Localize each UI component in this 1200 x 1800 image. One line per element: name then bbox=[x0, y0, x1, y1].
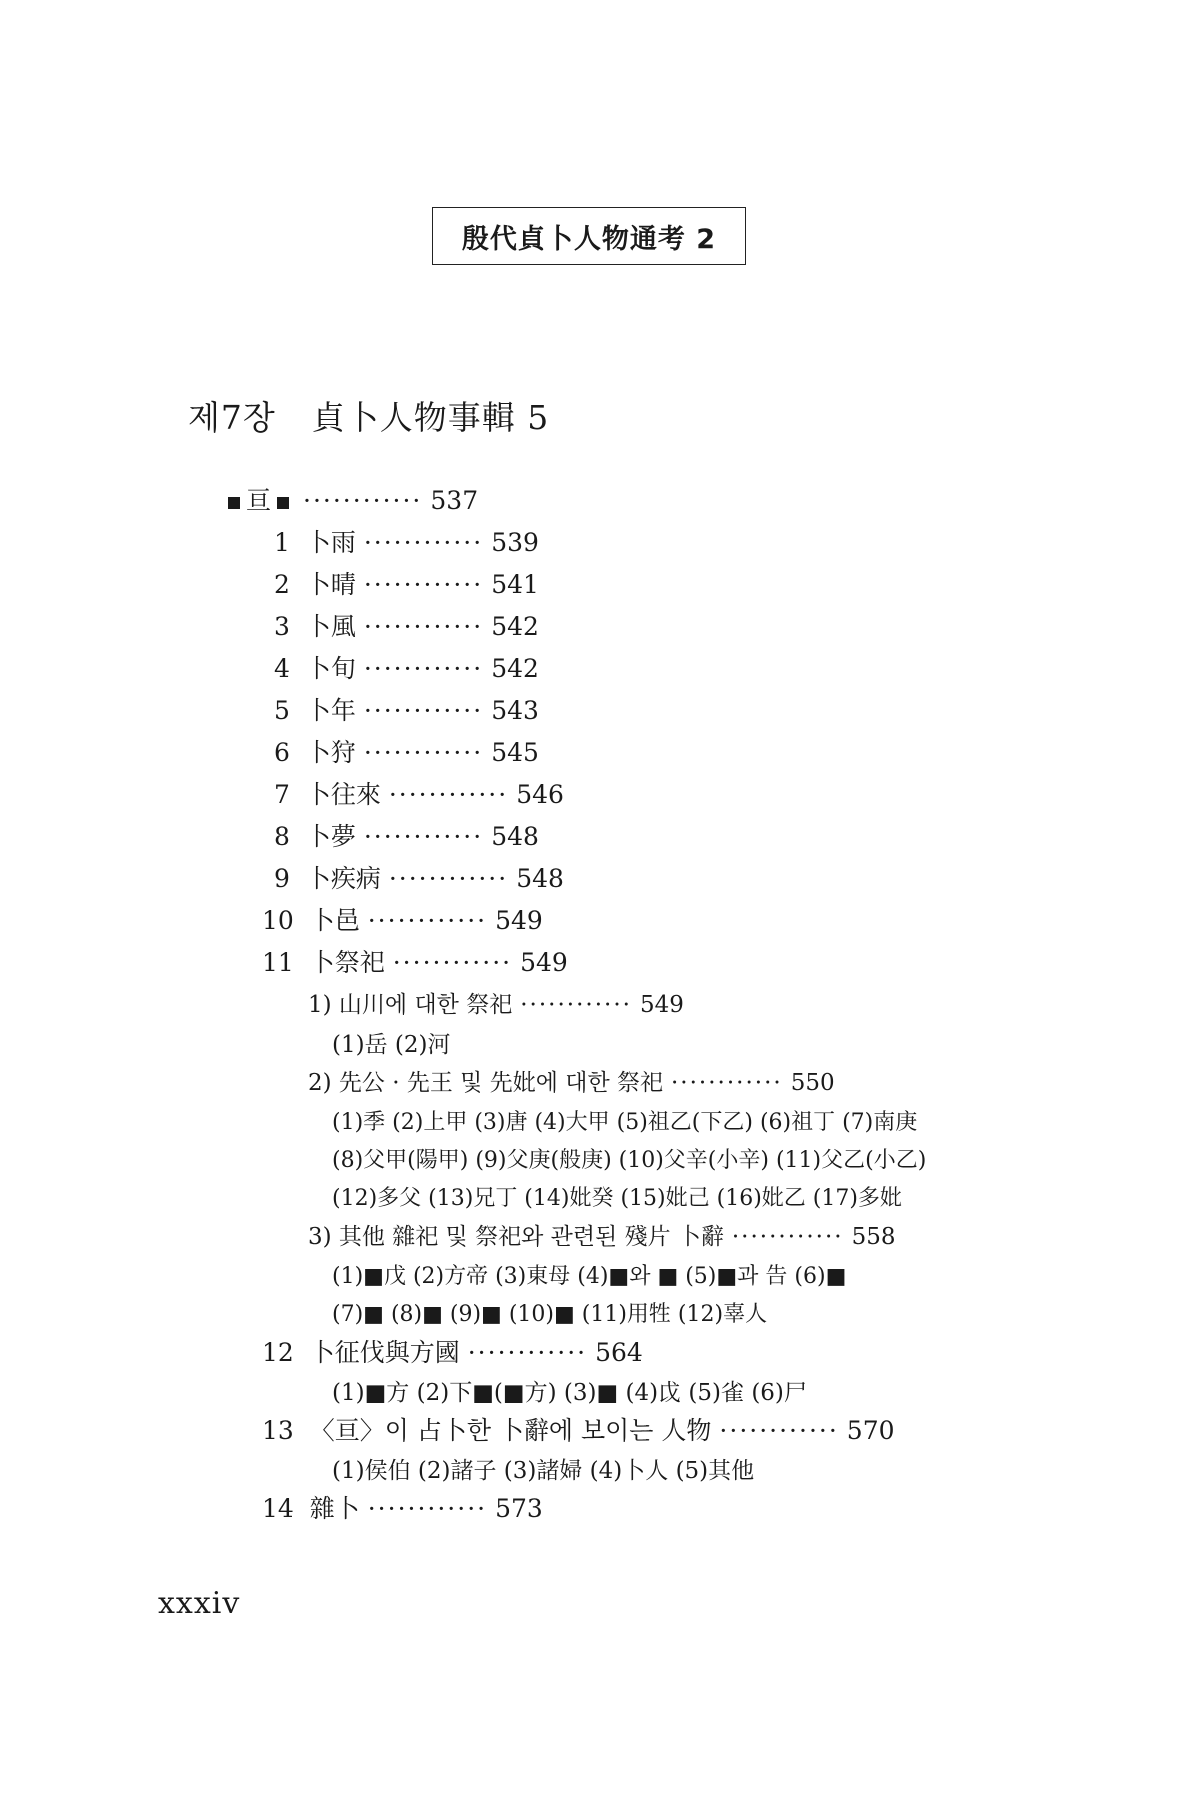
toc-entry bbox=[262, 948, 568, 978]
dot-leader: ············ bbox=[388, 780, 509, 809]
entry-title: 〈亘〉이 占卜한 卜辭에 보이는 人物 bbox=[309, 1416, 712, 1445]
toc-subitems bbox=[332, 1030, 450, 1060]
entry-title: 卜祭祀 bbox=[309, 948, 385, 977]
entry-number: 10 bbox=[262, 906, 294, 935]
toc-subitems bbox=[332, 1108, 917, 1138]
page-folio: xxxiv bbox=[158, 1586, 241, 1621]
subentry-title: 3) 其他 雜祀 및 祭祀와 관련된 殘片 卜辭 bbox=[308, 1224, 724, 1250]
series-title: 殷代貞卜人物通考 2 bbox=[461, 223, 717, 255]
section-name: 亘 bbox=[246, 486, 272, 515]
page-number: 542 bbox=[491, 654, 539, 683]
dot-leader: ············ bbox=[303, 486, 423, 515]
subitem-list: (1)岳 (2)河 bbox=[332, 1032, 451, 1058]
toc-subentry bbox=[308, 1068, 835, 1098]
entry-number: 3 bbox=[274, 612, 290, 641]
toc-subitems bbox=[332, 1378, 807, 1408]
toc-entry bbox=[274, 738, 539, 768]
entry-number: 7 bbox=[274, 780, 290, 809]
toc-subitems bbox=[332, 1300, 767, 1330]
dot-leader: ············ bbox=[363, 570, 484, 599]
entry-number: 11 bbox=[262, 948, 294, 977]
dot-leader: ············ bbox=[363, 612, 484, 641]
subitem-list: (1)■方 (2)下■(■方) (3)■ (4)戉 (5)雀 (6)尸 bbox=[332, 1380, 807, 1406]
entry-title: 卜雨 bbox=[305, 528, 356, 557]
entry-number: 9 bbox=[274, 864, 290, 893]
page-number: 541 bbox=[491, 570, 539, 599]
entry-title: 卜疾病 bbox=[305, 864, 381, 893]
entry-title: 卜邑 bbox=[309, 906, 360, 935]
toc-subentry bbox=[308, 1222, 896, 1252]
dot-leader: ············ bbox=[363, 822, 484, 851]
toc-entry bbox=[262, 1416, 895, 1446]
entry-number: 13 bbox=[262, 1416, 294, 1445]
toc-entry bbox=[274, 612, 539, 642]
section-heading bbox=[222, 486, 478, 516]
subitem-list: (12)多父 (13)兄丁 (14)妣癸 (15)妣己 (16)妣乙 (17)多妣 bbox=[332, 1186, 902, 1211]
chapter-heading bbox=[188, 392, 549, 439]
page-number: 570 bbox=[846, 1416, 895, 1445]
dot-leader: ············ bbox=[363, 528, 484, 557]
entry-title: 卜征伐與方國 bbox=[309, 1338, 460, 1367]
page-number: 539 bbox=[491, 528, 539, 557]
page-number: 537 bbox=[430, 486, 479, 515]
entry-title: 卜晴 bbox=[305, 570, 356, 599]
subitem-list: (8)父甲(陽甲) (9)父庚(般庚) (10)父辛(小辛) (11)父乙(小乙) bbox=[332, 1148, 927, 1173]
toc-entry bbox=[262, 1494, 543, 1524]
subitem-list: (7)■ (8)■ (9)■ (10)■ (11)用牲 (12)辜人 bbox=[332, 1302, 768, 1327]
toc-subitems bbox=[332, 1456, 754, 1486]
entry-number: 12 bbox=[262, 1338, 294, 1367]
dot-leader: ············ bbox=[363, 696, 484, 725]
subentry-title: 2) 先公 · 先王 및 先妣에 대한 祭祀 bbox=[308, 1070, 663, 1096]
page-number: 543 bbox=[491, 696, 539, 725]
dot-leader: ············ bbox=[367, 1494, 488, 1523]
entry-title: 卜風 bbox=[305, 612, 356, 641]
dot-leader: ············ bbox=[363, 654, 484, 683]
dot-leader: ············ bbox=[367, 906, 488, 935]
series-title-box bbox=[432, 207, 746, 265]
entry-number: 14 bbox=[262, 1494, 294, 1523]
dot-leader: ············ bbox=[719, 1416, 839, 1445]
page-number: 549 bbox=[520, 948, 568, 977]
page-number: 549 bbox=[495, 906, 543, 935]
dot-leader: ············ bbox=[392, 948, 513, 977]
subentry-title: 1) 山川에 대한 祭祀 bbox=[308, 992, 513, 1018]
page-number: 558 bbox=[851, 1224, 896, 1250]
toc-entry bbox=[274, 780, 564, 810]
toc-subitems bbox=[332, 1262, 846, 1292]
page-number: 549 bbox=[639, 992, 684, 1018]
page-number: 548 bbox=[491, 822, 539, 851]
dot-leader: ············ bbox=[731, 1224, 844, 1250]
toc-entry bbox=[274, 528, 539, 558]
page-number: 564 bbox=[595, 1338, 643, 1367]
toc-subitems bbox=[332, 1184, 902, 1214]
dot-leader: ············ bbox=[363, 738, 484, 767]
page-number: 542 bbox=[491, 612, 539, 641]
toc-entry bbox=[274, 822, 539, 852]
toc-entry bbox=[262, 1338, 643, 1368]
toc-subitems bbox=[332, 1146, 926, 1176]
entry-number: 2 bbox=[274, 570, 290, 599]
entry-title: 卜夢 bbox=[305, 822, 356, 851]
page-number: 573 bbox=[495, 1494, 543, 1523]
page-number: 546 bbox=[516, 780, 564, 809]
entry-number: 8 bbox=[274, 822, 290, 851]
page-number: 545 bbox=[491, 738, 539, 767]
page-number: 550 bbox=[790, 1070, 835, 1096]
entry-title: 卜狩 bbox=[305, 738, 356, 767]
entry-number: 6 bbox=[274, 738, 290, 767]
entry-number: 5 bbox=[274, 696, 290, 725]
entry-title: 卜往來 bbox=[305, 780, 381, 809]
dot-leader: ············ bbox=[388, 864, 509, 893]
chapter-title: 貞卜人物事輯 5 bbox=[311, 398, 550, 437]
dot-leader: ············ bbox=[467, 1338, 588, 1367]
entry-title: 雜卜 bbox=[309, 1494, 360, 1523]
bullet-square-icon bbox=[228, 497, 240, 509]
toc-entry bbox=[274, 570, 539, 600]
entry-title: 卜旬 bbox=[305, 654, 356, 683]
dot-leader: ············ bbox=[520, 992, 632, 1018]
toc-entry bbox=[274, 696, 539, 726]
subitem-list: (1)侯伯 (2)諸子 (3)諸婦 (4)卜人 (5)其他 bbox=[332, 1458, 755, 1484]
entry-number: 4 bbox=[274, 654, 290, 683]
subitem-list: (1)季 (2)上甲 (3)唐 (4)大甲 (5)祖乙(下乙) (6)祖丁 (7)南庚 bbox=[332, 1110, 918, 1135]
dot-leader: ············ bbox=[670, 1070, 783, 1096]
entry-title: 卜年 bbox=[305, 696, 356, 725]
toc-subentry bbox=[308, 990, 684, 1020]
toc-entry bbox=[262, 906, 543, 936]
toc-entry bbox=[274, 864, 564, 894]
page-number: 548 bbox=[516, 864, 564, 893]
entry-number: 1 bbox=[274, 528, 290, 557]
chapter-number: 제7장 bbox=[188, 398, 276, 437]
subitem-list: (1)■戊 (2)方帝 (3)東母 (4)■와 ■ (5)■과 告 (6)■ bbox=[332, 1264, 847, 1289]
bullet-square-icon bbox=[277, 497, 289, 509]
toc-entry bbox=[274, 654, 539, 684]
